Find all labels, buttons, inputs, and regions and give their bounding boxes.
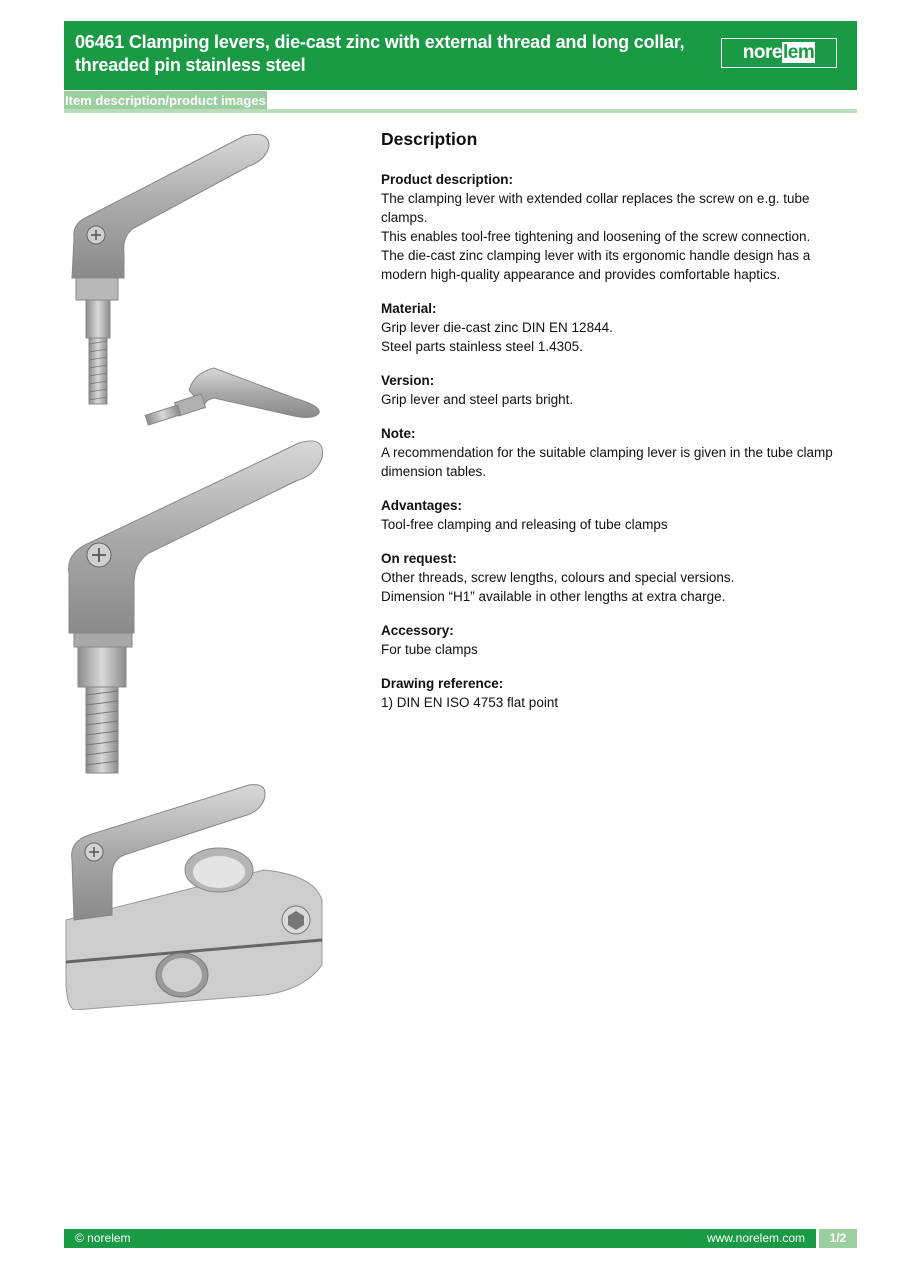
- block-label: Material:: [381, 301, 437, 316]
- material-block: [381, 299, 851, 356]
- website-link[interactable]: www.norelem.com: [706, 1231, 805, 1245]
- block-label: Version:: [381, 373, 435, 388]
- note-block: [381, 424, 851, 481]
- logo-text-highlight: lem: [782, 42, 815, 63]
- document-title: 06461 Clamping levers, die-cast zinc with external thread and long collar, threaded pin stainless steel: [75, 32, 685, 75]
- logo-text: norelem: [742, 42, 815, 63]
- block-line: This enables tool-free tightening and loosening of the screw connection.: [381, 229, 811, 244]
- product-image-1: [64, 128, 326, 428]
- norelem-logo: [721, 38, 837, 68]
- block-line: Steel parts stainless steel 1.4305.: [381, 339, 583, 354]
- copyright: © norelem: [75, 1231, 131, 1245]
- advantages-block: [381, 496, 851, 534]
- block-line: Other threads, screw lengths, colours and special versions.: [381, 570, 735, 585]
- section-divider: [64, 109, 857, 113]
- block-line: A recommendation for the suitable clamping lever is given in the tube clamp dimension tables.: [381, 445, 833, 479]
- block-label: Drawing reference:: [381, 676, 504, 691]
- on-request-block: [381, 549, 851, 606]
- description-section: [381, 128, 851, 727]
- block-line: The die-cast zinc clamping lever with its ergonomic handle design has a modern high-quality appearance and provides comfortable haptics.: [381, 248, 811, 282]
- block-line: Grip lever die-cast zinc DIN EN 12844.: [381, 320, 613, 335]
- block-label: On request:: [381, 551, 457, 566]
- product-image-2: [64, 433, 326, 778]
- block-line: Grip lever and steel parts bright.: [381, 392, 574, 407]
- version-block: [381, 371, 851, 409]
- block-label: Advantages:: [381, 498, 463, 513]
- description-heading: Description: [381, 129, 478, 149]
- block-line: Tool-free clamping and releasing of tube clamps: [381, 517, 668, 532]
- section-tab: Item description/product images: [65, 93, 266, 108]
- block-label: Accessory:: [381, 623, 454, 638]
- product-image-3: [64, 780, 326, 1010]
- page-number: 1/2: [819, 1229, 857, 1248]
- drawing-reference-block: [381, 674, 851, 712]
- accessory-block: [381, 621, 851, 659]
- block-label: Note:: [381, 426, 416, 441]
- block-line: For tube clamps: [381, 642, 478, 657]
- block-label: Product description:: [381, 172, 514, 187]
- block-line: 1) DIN EN ISO 4753 flat point: [381, 695, 559, 710]
- block-line: Dimension “H1” available in other lengths at extra charge.: [381, 589, 726, 604]
- product-description-block: [381, 170, 851, 284]
- document-header: [64, 21, 857, 90]
- block-line: The clamping lever with extended collar replaces the screw on e.g. tube clamps.: [381, 191, 810, 225]
- page-footer: [64, 1229, 816, 1248]
